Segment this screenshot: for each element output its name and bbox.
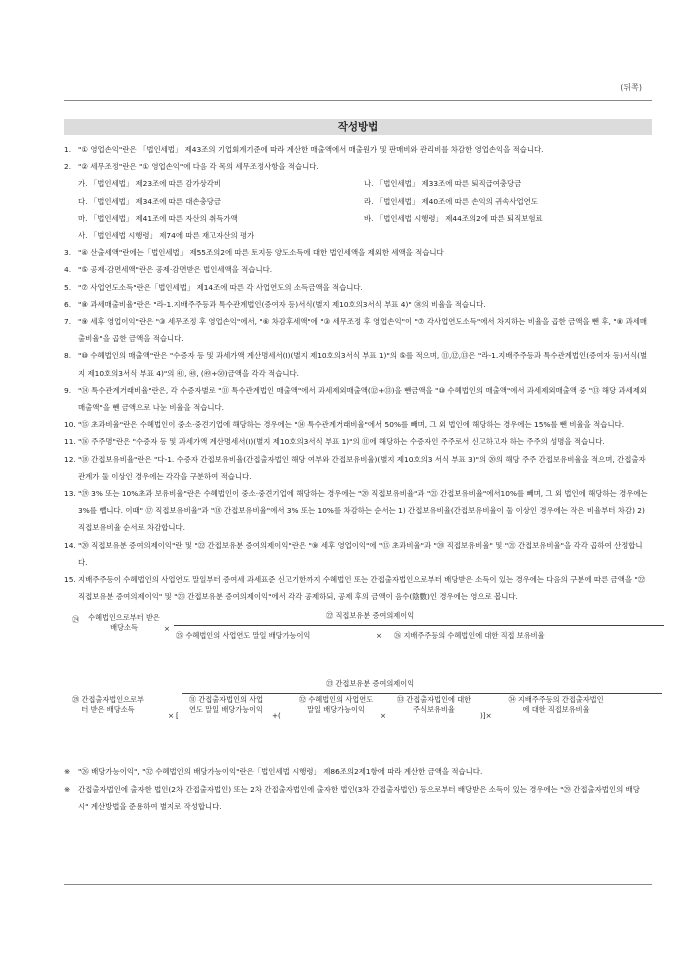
list-item: 14. "⑳ 직접보유분 증여의제이익"란 및 "㉒ 간접보유분 증여의제이익"란은 "⑨ 세후 영업이익"에 "⑮ 초과비율"과 "⑳ 직접보유비율" 및 "㉑ 간접보유비율"을 각각 곱하여 산정합니다.: [64, 540, 643, 567]
formula-denominator-a: ㉕ 수혜법인의 사업연도 말일 배당가능이익: [176, 631, 311, 641]
formula-left-term: 수혜법인으로부터 받은 배당소득: [88, 613, 160, 633]
formula-indirect-dividend: [64, 675, 650, 763]
list-item: 3. "④ 산출세액"란에는「법인세법」 제55조의2에 따른 토지등 양도소득에 대한 법인세액을 제외한 세액을 적습니다: [64, 248, 444, 258]
fraction-line: [174, 625, 664, 626]
list-item: 5. "⑦ 사업연도소득"란은「법인세법」 제14조에 따른 각 사업연도의 소득금액을 적습니다.: [64, 282, 363, 292]
list-item: 13. "⑲ 3% 또는 10%초과 보유비율"란은 수혜법인이 중소·중견기업에 해당하는 경우에는 "⑳ 직접보유비율"과 "㉑ 간접보유비율"에서10%를 빼며, 그 외 법인에 해당하는 경우에는 3%를 뺍니다. 이때" ⑰ 직접보유비율"과 "⑱ 간접보유비율"에서 3% 또는 10%를 차감하는 순서는 1) 간접보유비율(간접보유비율이 둘 이상인 경우에는 작은 비율부터 차감) 2) 직접보유비율 순서로 차감합니다.: [64, 489, 648, 533]
list-item: 9. "⑭ 특수관계거래비율"란은, 각 수증자별로 "⑪ 특수관계법인 매출액"에서 과세제외매출액(⑫+⑬)을 뺀금액을 "⑩ 수혜법인의 매출액"에서 과세제외매출액 중 "⑬ 해당 과세제외매출액"을 뺀 금액으로 나눈 비율을 적습니다.: [64, 385, 648, 413]
sub-item: 나. 「법인세법」 제33조에 따른 퇴직급여충당금: [364, 179, 522, 189]
plus-sign: +(: [272, 711, 281, 721]
list-item: 12. "⑱ 간접보유비율"란은 "다-1. 수증자 간접보유비율(간접출자법인 해당 여부와 간접보유비율)(별지 제10호의3 서식 부표 3)"의 ⑳의 해당 주주 간접보유비율을 적으며, 간접출자관계가 둘 이상인 경우에는 각각을 구분하여 적습니다.: [64, 454, 646, 481]
footnotes: [64, 763, 650, 815]
section-title: 작성방법: [64, 119, 652, 135]
list-item: 15. 지배주주등이 수혜법인의 사업연도 말일부터 증여세 과세표준 신고기한까지 수혜법인 또는 간접출자법인으로부터 배당받은 소득이 있는 경우에는 다음의 구분에 따른 금액을 "㉒ 직접보유분 증여의제이익" 및 "㉓ 간접보유분 증여의제이익"에서 각각 공제하되, 공제 후의 금액이 음수(陰數)인 경우에는 영으로 봅니다.: [64, 575, 646, 602]
sub-item-grid: [64, 175, 650, 227]
bottom-rule: [64, 884, 652, 885]
formula-term-c3: ㉝ 간접출자법인에 대한 주식보유비율: [396, 695, 472, 715]
sub-item: 가. 「법인세법」 제23조에 따른 감가상각비: [78, 179, 222, 189]
bracket-open: [: [176, 711, 179, 721]
formula-denominator-b: ㉖ 지배주주등의 수혜법인에 대한 직접 보유비율: [394, 631, 545, 641]
sub-item: 사. 「법인세법 시행령」 제74에 따른 재고자산의 평가: [78, 231, 255, 241]
list-item: 1. "① 영업손익"란은 「법인세법」 제43조의 기업회계기준에 따라 계산한 매출액에서 매출원가 및 판매비와 관리비를 차감한 영업손익을 적습니다.: [64, 145, 544, 154]
formula-term-c1: ㉛ 간접출자법인의 사업연도 말일 배당가능이익: [188, 695, 264, 715]
list-item: 4. "⑤ 공제·감면세액"란은 공제·감면받은 법인세액을 적습니다.: [64, 265, 273, 275]
formula-term-c4: ㉞ 지배주주등의 간접출자법인에 대한 직접보유비율: [508, 695, 604, 715]
list-item: 10. "⑮ 초과비율"란은 수혜법인이 중소·중견기업에 해당하는 경우에는 "⑭ 특수관계거래비율"에서 50%를 빼며, 그 외 법인에 해당하는 경우에는 15%를 뺀 비율을 적습니다.: [64, 420, 625, 430]
footnote: ※ "㉖ 배당가능이익", "㉜ 수혜법인의 배당가능이익"란은「법인세법 시행령」 제86조의2제1항에 따라 계산한 금액을 적습니다.: [64, 767, 483, 777]
times-sign: ×: [164, 624, 171, 634]
formula-direct-dividend: [64, 605, 650, 675]
instructions: [64, 141, 650, 815]
list-item: 6. "⑧ 과세매출비율"란은 "라-1.지배주주등과 특수관계법인(증여자 등)서식(별지 제10호의3서식 부표 4)" ㊳의 비율을 적습니다.: [64, 299, 486, 309]
formula-term-c2: ㉜ 수혜법인의 사업연도 말일 배당가능이익: [298, 695, 374, 715]
top-rule: [64, 100, 652, 101]
formula-numerator: ㉓ 간접보유분 증여의제이익: [326, 679, 415, 689]
times-sign: ×: [376, 631, 383, 641]
sub-item: 라. 「법인세법」 제40조에 따른 손익의 귀속사업연도: [364, 196, 538, 206]
times-sign: ×: [168, 711, 175, 721]
fraction-line: [182, 693, 662, 694]
times-sign: ×: [380, 711, 387, 721]
sub-item: 마. 「법인세법」 제41조에 따른 자산의 취득가액: [78, 213, 238, 223]
formula-left-term: ㉘ 간접출자법인으로부터 받은 배당소득: [72, 695, 144, 715]
sub-item: 바. 「법인세법 시행령」 제44조의2에 따른 퇴직보험료: [364, 213, 543, 223]
sub-item: 다. 「법인세법」 제34조에 따른 대손충당금: [78, 196, 222, 206]
bracket-close: )]×: [480, 711, 492, 721]
formula-numerator: ㉒ 직접보유분 증여의제이익: [326, 611, 415, 621]
list-item: 8. "⑩ 수혜법인의 매출액"란은 "수증자 등 및 과세가액 계산명세서(Ⅰ)(별지 제10호의3서식 부표 1)"의 ⑤를 적으며, ⑪,⑫,⑬은 "라-1.지배주주등과 특수관계법인(증여자 등)서식(별지 제10호의3서식 부표 4)"의 ㊶, ㊽, (㊾+㊿)금액을 각각 적습니다.: [64, 351, 648, 378]
page-side-label: (뒤쪽): [620, 83, 642, 92]
footnote: ※ 간접출자법인에 출자한 법인(2차 간접출자법인) 또는 2차 간접출자법인에 출자한 법인(3차 간접출자법인) 등으로부터 배당받은 소득이 있는 경우에는 "㉙ 간접출자법인의 배당시" 계산방법을 준용하여 별지로 작성합니다.: [64, 784, 640, 811]
list-item: 11. "⑯ 주주명"란은 "수증자 등 및 과세가액 계산명세서(Ⅰ)(별지 제10호의3서식 부표 1)"의 ⑪에 해당하는 수증자인 주주로서 신고하고자 하는 주주의 성명을 적습니다.: [64, 437, 605, 447]
list-item: 2. "② 세무조정"란은 "① 영업손익"에 다음 각 목의 세무조정사항을 적습니다.: [64, 162, 319, 172]
list-item: 7. "⑨ 세후 영업이익"란은 "③ 세무조정 후 영업손익"에서, "⑥ 차감후세액"에 "③ 세무조정 후 영업손익"이 "⑦ 각사업연도소득"에서 차지하는 비율을 곱한 금액을 뺀 후, "⑧ 과세매출비율"을 곱한 금액을 적습니다.: [64, 317, 648, 344]
formula-mark: ㉔: [72, 615, 80, 625]
